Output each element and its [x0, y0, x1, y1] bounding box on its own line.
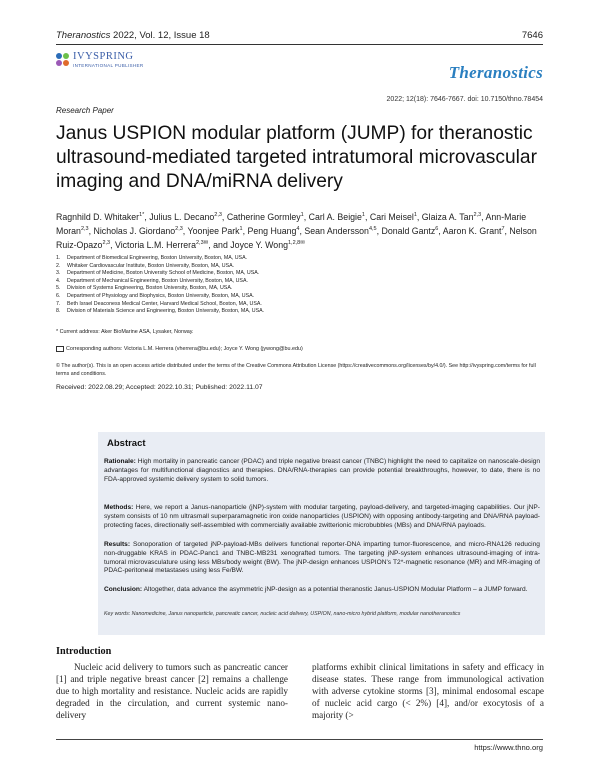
- affiliation-item: [56, 263, 456, 271]
- author-affiliation-marker: 1*: [139, 212, 145, 218]
- author-name: Yoonjee Park: [187, 226, 240, 237]
- author-separator: ,: [504, 226, 510, 237]
- author-separator: ,: [221, 211, 227, 222]
- author-separator: ,: [242, 226, 248, 237]
- affiliation-item: [56, 293, 456, 301]
- affiliation-number: 4.: [56, 277, 61, 284]
- author-separator: ,: [416, 211, 422, 222]
- author-separator: ,: [182, 226, 188, 237]
- affiliation-number: 7.: [56, 300, 61, 307]
- author-affiliation-marker: 4,5: [368, 226, 377, 233]
- author-affiliation-marker: 2,3: [214, 212, 222, 218]
- author-affiliation-marker: 1,2,8✉: [288, 240, 305, 247]
- page-number: 7646: [521, 30, 543, 41]
- author-affiliation-marker: 2,3: [473, 212, 482, 218]
- journal-volume: 2022, Vol. 12, Issue 18: [113, 30, 210, 41]
- article-dates: Received: 2022.08.29; Accepted: 2022.10.31; Published: 2022.11.07: [56, 384, 263, 391]
- author-name: Catherine Gormley: [226, 211, 301, 222]
- author-affiliation-marker: 4: [296, 226, 300, 233]
- affiliation-number: 2.: [56, 262, 61, 269]
- publisher-logo: [56, 52, 143, 68]
- methods-text: Here, we report a Janus-nanoparticle (jNP)-system with modular targeting, payload-delivery, and targeted-imaging capabilities. Our jNP-system consists of 10 nm ultrasmall superparamagnetic iron oxide nanoparticles (USPION) with opposing antibody-targeting and DNA/RNA payload-protecting faces, directionally self-assembled with commercially available zwitterionic microbubbles (MBs) and DNA/RNA payloads.: [104, 504, 540, 529]
- author-affiliation-marker: 2,3: [175, 226, 183, 233]
- article-type: Research Paper: [56, 106, 114, 115]
- introduction-heading: Introduction: [56, 646, 112, 657]
- article-title: Janus USPION modular platform (JUMP) for theranostic ultrasound-mediated targeted intratumoral microvascular imaging and DNA/miRNA delivery: [56, 123, 537, 192]
- results-label: Results:: [104, 541, 131, 548]
- author-separator: ,: [299, 226, 305, 237]
- author-separator: ,: [110, 240, 115, 251]
- affiliation-item: [56, 270, 456, 278]
- affiliation-text: Division of Materials Science and Engineering, Boston University, Boston, MA, USA.: [67, 308, 265, 315]
- author-separator: ,: [481, 211, 486, 222]
- author-name: Carl A. Beigie: [308, 211, 362, 222]
- abstract-heading: Abstract: [107, 438, 146, 449]
- author-name: Aaron K. Grant: [442, 226, 502, 237]
- author-affiliation-marker: 2,3: [80, 226, 89, 233]
- author-separator: , and: [208, 240, 231, 251]
- author-affiliation-marker: 1: [239, 226, 243, 233]
- author-name: Cari Meisel: [369, 211, 414, 222]
- conclusion-text: Altogether, data advance the asymmetric jNP-design as a potential theranostic Janus-USPION Modular Platform – a JUMP forward.: [143, 586, 528, 593]
- author-separator: ,: [303, 211, 309, 222]
- affiliation-number: 5.: [56, 285, 61, 292]
- author-separator: ,: [438, 226, 443, 237]
- author-name: Glaiza A. Tan: [421, 211, 474, 222]
- affiliation-number: 1.: [56, 255, 61, 261]
- author-name: Nicholas J. Giordano: [93, 226, 176, 237]
- affiliation-text: Department of Biomedical Engineering, Boston University, Boston, MA, USA.: [67, 255, 248, 261]
- abstract-conclusion: [104, 586, 540, 595]
- author-affiliation-marker: 1: [300, 212, 304, 218]
- author-affiliation-marker: 1: [413, 212, 417, 218]
- corresponding-authors: [56, 346, 303, 352]
- rationale-text: High mortality in pancreatic cancer (PDAC) and triple negative breast cancer (TNBC) highlight the need to capitalize on nanoscale-design advantages for multifunctional diagnostics and therapies. DNA/RNA-therapies can provide potential breakthroughs, however, to date, there is no FDA-approved systemic delivery system to solid tumors.: [104, 458, 540, 483]
- keywords: Key words: Nanomedicine, Janus nanoparticle, pancreatic cancer, nucleic acid delivery, USPION, nano-micro hybrid platform, modular nanotheranostics: [104, 611, 461, 617]
- author-affiliation-marker: 2,3✉: [196, 240, 209, 247]
- author-separator: ,: [144, 211, 150, 222]
- ivy-leaf-icon: [56, 53, 70, 67]
- author-name: Joyce Y. Wong: [230, 240, 288, 251]
- author-separator: ,: [376, 226, 382, 237]
- author-name: Julius L. Decano: [149, 211, 215, 222]
- affiliation-text: Department of Physiology and Biophysics, Boston University, Boston, MA, USA.: [67, 292, 255, 299]
- intro-left-column: Nucleic acid delivery to tumors such as pancreatic cancer [1] and triple negative breast cancer [2] remains a challenge due to high mortality and resistance. Nucleic acids are rapidly degraded in the circulation, and current systemic nano-delivery: [56, 662, 288, 721]
- author-affiliation-marker: 1: [361, 212, 365, 218]
- affiliation-item: [56, 308, 456, 316]
- author-affiliation-marker: 7: [501, 226, 505, 233]
- conclusion-label: Conclusion:: [104, 586, 143, 593]
- journal-header: [56, 30, 210, 41]
- abstract-methods: [104, 504, 540, 530]
- affiliation-text: Division of Systems Engineering, Boston University, Boston, MA, USA.: [67, 285, 233, 292]
- affiliation-text: Whitaker Cardiovascular Institute, Boston University, Boston, MA, USA.: [67, 262, 235, 269]
- journal-name: Theranostics: [56, 30, 111, 41]
- author-name: Donald Gantz: [381, 226, 436, 237]
- header-divider: [56, 44, 543, 45]
- author-name: Ragnhild D. Whitaker: [56, 211, 140, 222]
- license-text: © The author(s). This is an open access article distributed under the terms of the Creative Commons Attribution License (https://creativecommons.org/licenses/by/4.0/). See http://ivyspring.com/terms for full terms and conditions.: [56, 363, 536, 377]
- affiliation-text: Department of Mechanical Engineering, Boston University, Boston, MA, USA.: [67, 277, 248, 284]
- footer-url[interactable]: https://www.thno.org: [474, 743, 543, 752]
- author-name: Victoria L.M. Herrera: [115, 240, 196, 251]
- methods-label: Methods:: [104, 504, 134, 511]
- author-affiliation-marker: 2,3: [102, 240, 111, 247]
- rationale-label: Rationale:: [104, 458, 136, 465]
- affiliation-list: [56, 255, 456, 316]
- publisher-subtitle: INTERNATIONAL PUBLISHER: [73, 62, 144, 68]
- envelope-icon: [56, 346, 64, 352]
- affiliation-number: 3.: [56, 270, 61, 277]
- author-separator: ,: [88, 226, 94, 237]
- affiliation-text: Beth Israel Deaconess Medical Center, Harvard Medical School, Boston, MA, USA.: [67, 300, 262, 307]
- affiliation-text: Department of Medicine, Boston University School of Medicine, Boston, MA, USA.: [67, 270, 260, 277]
- author-name: Peng Huang: [247, 226, 297, 237]
- journal-logo: Theranostics: [448, 63, 543, 82]
- results-text: Sonoporation of targeted jNP-payload-MBs delivers functional reporter-DNA imparting tumor-fluorescence, and micro-RNA126 reducing non-druggable KRAS in PDAC-Panc1 and TNBC-MB231 xenografted tumors. The targeting jNP-system enhances ultrasound-imaging of intra-tumoral microvasculature using less MBs/body weight (BW). The jNP-design enhances USPION's T2*-magnetic resonance (MR) and MR-imaging of PDAC-peritoneal metastases using less Fe/BW.: [104, 541, 540, 575]
- footer-divider: [56, 739, 543, 740]
- corresponding-text: Corresponding authors: Victoria L.M. Herrera (vherrera@bu.edu); Joyce Y. Wong (jywong@bu.edu): [66, 346, 303, 352]
- author-list: [56, 209, 546, 252]
- affiliation-item: [56, 301, 456, 309]
- author-affiliation-marker: 6: [435, 226, 439, 233]
- affiliation-item: [56, 278, 456, 286]
- citation: 2022; 12(18): 7646-7667. doi: 10.7150/thno.78454: [386, 96, 543, 103]
- author-separator: ,: [364, 211, 370, 222]
- abstract-rationale: [104, 458, 540, 484]
- affiliation-number: 6.: [56, 292, 61, 299]
- abstract-results: [104, 541, 540, 576]
- affiliation-number: 8.: [56, 308, 61, 315]
- affiliation-item: [56, 255, 456, 263]
- publisher-name: IVYSPRING: [73, 51, 134, 62]
- author-name: Nelson Ruiz-Opazo: [56, 226, 537, 251]
- author-name: Sean Andersson: [304, 226, 369, 237]
- author-name: Ann-Marie Moran: [56, 211, 527, 237]
- affiliation-item: [56, 285, 456, 293]
- current-address: * Current address: Aker BioMarine ASA, Lysaker, Norway.: [56, 329, 194, 335]
- intro-right-column: platforms exhibit clinical limitations in safety and efficacy in disease states. These range from immunological activation with adverse cytokine storms [3], minimal endosomal escape of nucleic acid cargo (< 2%) [4], and/or exocytosis of a majority (>: [312, 662, 544, 721]
